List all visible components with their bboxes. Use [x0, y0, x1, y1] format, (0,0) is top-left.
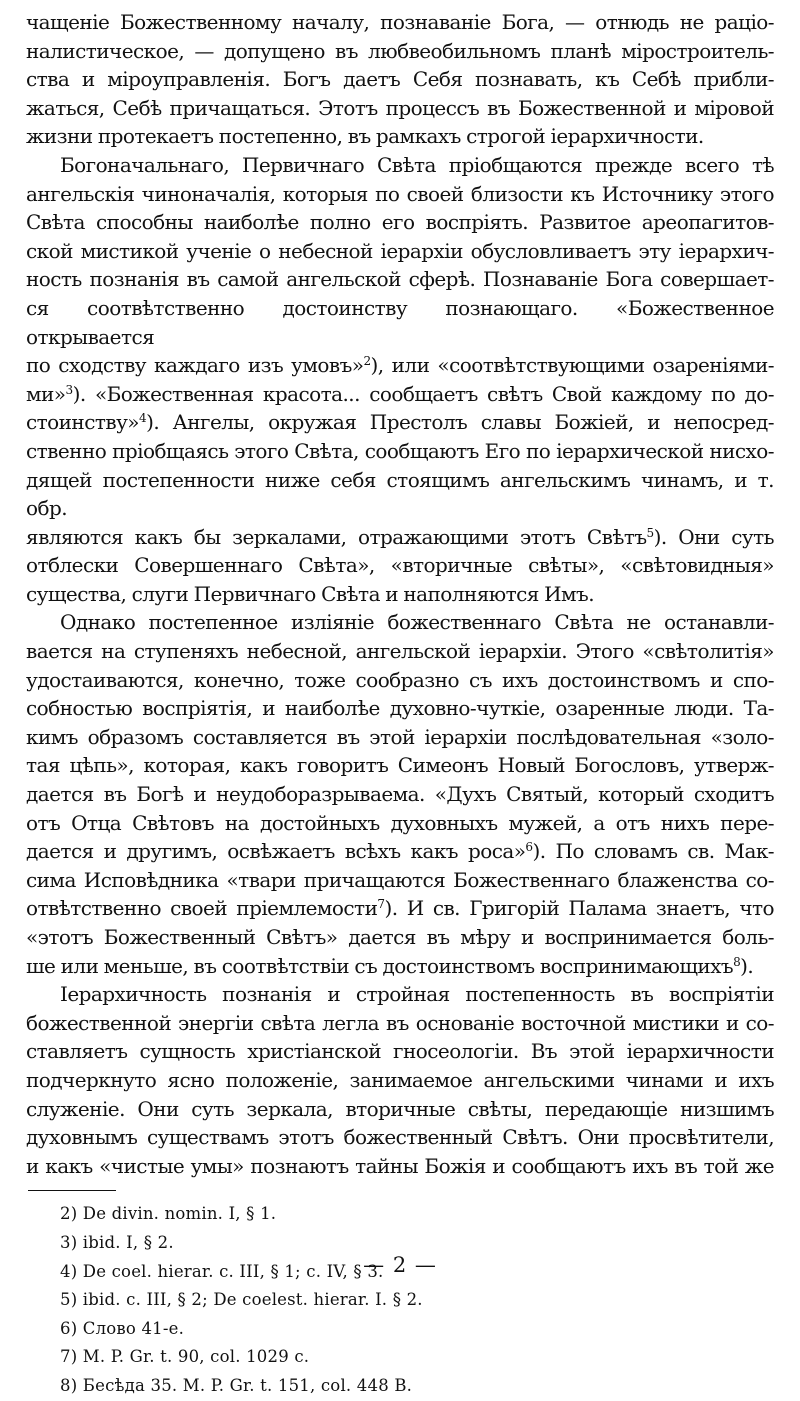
text-line: стоинству»$^4$). Ангелы, окружая Престолъ славы Божіей, и непосред- [26, 410, 774, 435]
text-line: сима Исповѣдника «твари причащаются Божественнаго блаженства со- [26, 867, 774, 892]
text-line: ше или меньше, въ соотвѣтствіи съ достоинствомъ воспринимающихъ$^8$). [26, 953, 754, 978]
text-line: ственно пріобщаясь этого Свѣта, сообщаютъ Его по іерархической нисхо- [26, 438, 774, 463]
text-line: чащеніе Божественному началу, познаваніе Бога, — отнюдь не раціо- [26, 10, 774, 34]
page-number: — 2 — [363, 1253, 437, 1277]
paragraph-1 [26, 8, 774, 151]
footnote: 2) De divin. nomin. I, § 1. [60, 1204, 277, 1224]
text-line: Однако постепенное изліяніе божественнаго Свѣта не останавли- [60, 610, 774, 635]
footnote: 8) Бесѣда 35. M. P. Gr. t. 151, col. 448 B. [60, 1375, 413, 1395]
text-line: вается на ступеняхъ небесной, ангельской іерархіи. Этого «свѣтолитія» [26, 639, 774, 664]
paragraph-3 [26, 608, 774, 980]
text-line: и какъ «чистые умы» познаютъ тайны Божія и сообщаютъ ихъ въ той же [26, 1153, 774, 1178]
text-line: Богоначальнаго, Первичнаго Свѣта пріобщаются прежде всего тѣ [60, 152, 774, 177]
text-line: ность познанія въ самой ангельской сферѣ. Познаваніе Бога совершает- [26, 267, 774, 292]
text-line: дящей постепенности ниже себя стоящимъ ангельскимъ чинамъ, и т. обр. [26, 467, 774, 521]
text-line: собностью воспріятія, и наиболѣе духовно-чуткіе, озаренные люди. Та- [26, 696, 774, 721]
footnote: 5) ibid. c. III, § 2; De coelest. hierar. I. § 2. [60, 1290, 423, 1310]
footnote: 7) M. P. Gr. t. 90, col. 1029 c. [60, 1347, 310, 1367]
text-line: дается въ Богѣ и неудоборазрываема. «Духъ Святый, который сходитъ [26, 782, 774, 807]
text-line: жаться, Себѣ причащаться. Этотъ процессъ въ Божественной и міровой [26, 95, 774, 120]
text-line: тая цѣпь», которая, какъ говоритъ Симеонъ Новый Богословъ, утверж- [26, 753, 774, 778]
text-line: духовнымъ существамъ этотъ божественный Свѣтъ. Они просвѣтители, [26, 1125, 774, 1150]
text-line: ставляетъ сущность христіанской гносеологіи. Въ этой іерархичности [26, 1039, 774, 1064]
footnotes [26, 1200, 774, 1400]
text-line: ства и міроуправленія. Богъ даетъ Себя познавать, къ Себѣ прибли- [26, 67, 774, 92]
text-line: являются какъ бы зеркалами, отражающими этотъ Свѣтъ$^5$). Они суть [26, 524, 774, 549]
text-line: божественной энергіи свѣта легла въ основаніе восточной мистики и со- [26, 1010, 774, 1035]
text-line: налистическое, — допущено въ любвеобильномъ планѣ міростроитель- [26, 38, 774, 63]
text-line: «этотъ Божественный Свѣтъ» дается въ мѣру и воспринимается боль- [26, 925, 774, 949]
text-line: ми»$^3$). «Божественная красота... сообщаетъ свѣтъ Свой каждому по до- [26, 381, 774, 406]
footnote: 4) De coel. hierar. c. III, § 1; c. IV, § 3. [60, 1261, 384, 1281]
text-line: кимъ образомъ составляется въ этой іерархіи послѣдовательная «золо- [26, 724, 774, 749]
footnote-divider [28, 1190, 116, 1191]
body-text [26, 8, 774, 1180]
paragraph-4 [26, 980, 774, 1180]
text-line: отвѣтственно своей пріемлемости$^7$). И св. Григорій Палама знаетъ, что [26, 896, 775, 921]
footnote: 3) ibid. I, § 2. [60, 1232, 174, 1252]
paragraph-2 [26, 151, 774, 609]
footnote: 6) Слово 41-е. [60, 1318, 185, 1338]
text-line: удостаиваются, конечно, тоже сообразно съ ихъ достоинствомъ и спо- [26, 667, 774, 692]
text-line: служеніе. Они суть зеркала, вторичные свѣты, передающіе низшимъ [26, 1096, 774, 1121]
text-line: дается и другимъ, освѣжаетъ всѣхъ какъ роса»$^6$). По словамъ св. Мак- [26, 839, 774, 864]
text-line: ской мистикой ученіе о небесной іерархіи обусловливаетъ эту іерархич- [26, 238, 774, 263]
text-line: Іерархичность познанія и стройная постепенность въ воспріятіи [60, 982, 774, 1007]
text-line: по сходству каждаго изъ умовъ»$^2$), или «соотвѣтствующими озареніями- [26, 353, 774, 378]
text-line: отъ Отца Свѣтовъ на достойныхъ духовныхъ мужей, а отъ нихъ пере- [26, 810, 774, 835]
text-line: жизни протекаетъ постепенно, въ рамкахъ строгой іерархичности. [26, 124, 704, 149]
text-line: существа, слуги Первичнаго Свѣта и наполняются Имъ. [26, 581, 595, 606]
text-line: Свѣта способны наиболѣе полно его воспріять. Развитое ареопагитов- [26, 210, 774, 235]
text-line: ся соотвѣтственно достоинству познающаго. «Божественное открывается [26, 295, 774, 349]
text-line: подчеркнуто ясно положеніе, занимаемое ангельскими чинами и ихъ [26, 1067, 774, 1092]
text-line: ангельскія чиноначалія, которыя по своей близости къ Источнику этого [26, 181, 774, 206]
text-line: отблески Совершеннаго Свѣта», «вторичные свѣты», «свѣтовидныя» [26, 553, 774, 578]
